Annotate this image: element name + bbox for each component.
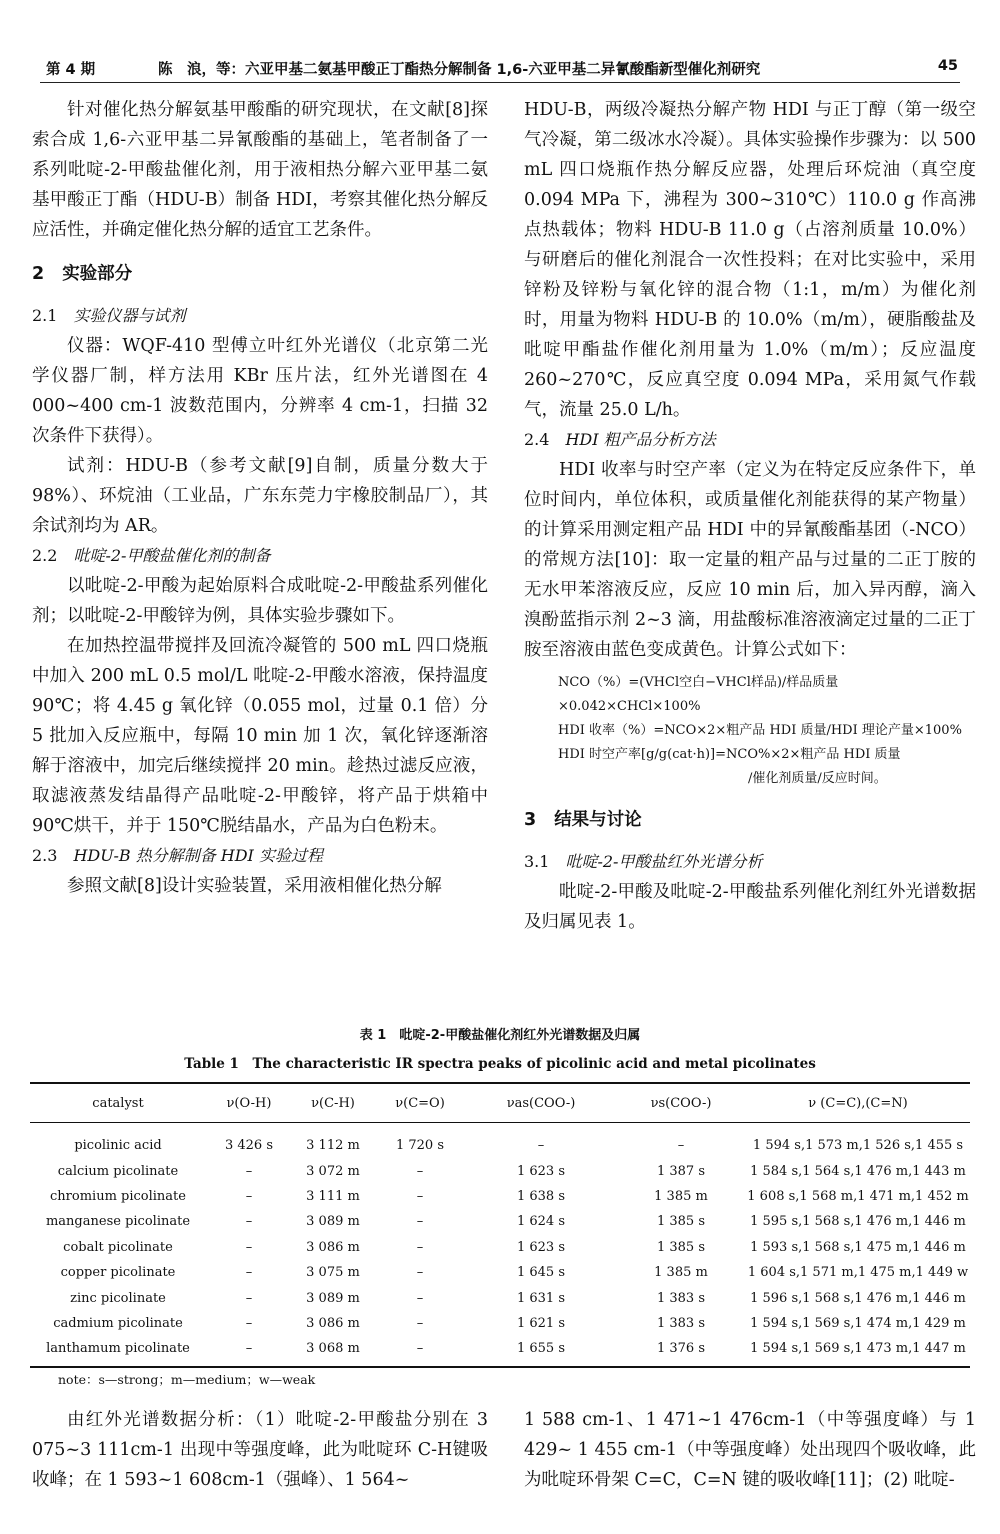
column-header: νas(COO-) xyxy=(466,1083,616,1123)
catalyst-prep-intro: 以吡啶-2-甲酸为起始原料合成吡啶-2-甲酸盐系列催化剂；以吡啶-2-甲酸锌为例，具体实验步骤如下。 xyxy=(32,576,488,626)
subsection-2-1-heading xyxy=(32,301,488,331)
ir-peak-cell: 1 621 s xyxy=(516,1315,566,1331)
ir-peak-cell: 1 594 s,1 569 s,1 473 m,1 447 m xyxy=(746,1336,970,1366)
ir-peak-cell: – xyxy=(416,1239,424,1255)
column-header: catalyst xyxy=(30,1083,206,1123)
ir-peak-cell: 1 594 s,1 569 s,1 474 m,1 429 m xyxy=(750,1315,966,1331)
subsection-2-2-heading xyxy=(32,541,488,571)
ir-peak-cell: 1 385 m xyxy=(654,1265,708,1281)
ir-peak-cell: 1 623 s xyxy=(516,1163,566,1179)
subsection-number: 2.1 xyxy=(32,306,58,325)
ir-peak-cell: 1 383 s xyxy=(656,1315,706,1331)
ir-peak-cell: 1 594 s,1 573 m,1 526 s,1 455 s xyxy=(752,1138,964,1154)
ir-peak-cell: – xyxy=(245,1239,253,1255)
ir-peak-cell: 1 638 s xyxy=(516,1188,566,1204)
section-number: 2 xyxy=(32,264,45,284)
ir-peak-cell: 3 075 m xyxy=(306,1265,360,1281)
ir-peak-cell: – xyxy=(245,1214,253,1230)
ir-peak-cell: 1 608 s,1 568 m,1 471 m,1 452 m xyxy=(747,1188,969,1204)
experiment-paragraph-start: 参照文献[8]设计实验装置，采用液相催化热分解 xyxy=(67,876,442,896)
table-caption-cn: 表 1 吡啶-2-甲酸盐催化剂红外光谱数据及归属 xyxy=(359,1028,641,1043)
formula-space-time-yield: HDI 时空产率[g/g(cat·h)]=NCO%×2×粗产品 HDI 质量 xyxy=(558,747,901,762)
running-header xyxy=(40,54,960,80)
subsection-3-1-heading xyxy=(524,847,976,877)
ir-peak-cell: 3 086 m xyxy=(306,1239,360,1255)
table-row xyxy=(30,1311,970,1336)
table-header-row xyxy=(30,1083,970,1123)
subsection-title: HDU-B 热分解制备 HDI 实验过程 xyxy=(73,846,323,865)
ir-peak-cell: 1 387 s xyxy=(656,1163,706,1179)
ir-peak-cell: – xyxy=(245,1315,253,1331)
table-row xyxy=(30,1285,970,1310)
catalyst-cell: chromium picolinate xyxy=(50,1188,186,1204)
column-header: ν(C-H) xyxy=(292,1083,374,1123)
issue-number: 第 4 期 xyxy=(46,62,96,78)
ir-peak-cell: 3 086 m xyxy=(306,1315,360,1331)
catalyst-cell: copper picolinate xyxy=(60,1265,176,1281)
ir-peak-cell: – xyxy=(245,1290,253,1306)
subsection-title: 吡啶-2-甲酸盐红外光谱分析 xyxy=(565,852,763,871)
section-2-heading xyxy=(32,259,488,289)
catalyst-cell: zinc picolinate xyxy=(70,1290,166,1306)
ir-discussion-right: 1 588 cm-1、1 471~1 476cm-1（中等强度峰）与 1 429~ 1 455 cm-1（中等强度峰）处出现四个吸收峰，此为吡啶环骨架 C=C，C=N 键的吸收峰[11]；(2) 吡啶- xyxy=(524,1410,976,1490)
right-column xyxy=(524,95,976,937)
formula-block xyxy=(558,671,976,791)
catalyst-cell: manganese picolinate xyxy=(45,1214,191,1230)
ir-peak-cell: – xyxy=(245,1163,253,1179)
subsection-title: 实验仪器与试剂 xyxy=(73,306,186,325)
ir-peak-cell: 1 385 s xyxy=(656,1239,706,1255)
ir-peak-cell: 1 631 s xyxy=(516,1290,566,1306)
running-title: 陈 浪，等：六亚甲基二氨基甲酸正丁酯热分解制备 1,6-六亚甲基二异氰酸酯新型催化剂研究 xyxy=(158,62,761,78)
subsection-2-4-heading xyxy=(524,425,976,455)
formula-nco: NCO（%）=(VHCl空白−VHCl样品)/样品质量×0.042×CHCl×100% xyxy=(558,675,839,714)
ir-peak-cell: 3 112 m xyxy=(306,1138,360,1154)
column-header: νs(COO-) xyxy=(616,1083,746,1123)
section-3-heading xyxy=(524,805,976,835)
ir-peak-cell: 3 089 m xyxy=(306,1214,360,1230)
catalyst-cell: cadmium picolinate xyxy=(53,1315,183,1331)
ir-peak-cell: 1 720 s xyxy=(395,1138,445,1154)
table-row xyxy=(30,1336,970,1366)
section-title: 结果与讨论 xyxy=(554,810,642,830)
section-title: 实验部分 xyxy=(62,264,133,284)
subsection-title: HDI 粗产品分析方法 xyxy=(565,430,716,449)
header-rule xyxy=(40,82,960,83)
table-row xyxy=(30,1260,970,1285)
ir-peak-cell: – xyxy=(245,1265,253,1281)
catalyst-cell: lanthamum picolinate xyxy=(30,1336,206,1366)
ir-peak-cell: 1 645 s xyxy=(516,1265,566,1281)
subsection-2-3-heading xyxy=(32,841,488,871)
ir-peak-cell: – xyxy=(416,1290,424,1306)
table-row xyxy=(30,1209,970,1234)
ir-peak-cell: 1 596 s,1 568 s,1 476 m,1 446 m xyxy=(750,1290,966,1306)
ir-peak-cell: – xyxy=(537,1138,545,1154)
subsection-number: 2.4 xyxy=(524,430,550,449)
section-number: 3 xyxy=(524,810,537,830)
ir-peak-cell: 1 376 s xyxy=(616,1336,746,1366)
analysis-method-paragraph: HDI 收率与时空产率（定义为在特定反应条件下，单位时间内，单位体积，或质量催化剂能获得的某产物量）的计算采用测定粗产品 HDI 中的异氰酸酯基团（-NCO）的常规方法[10]：取一定量的粗产品与过量的二正丁胺的无水甲苯溶液反应，反应 10 min 后，加入异丙醇，滴入溴酚蓝指示剂 2~3 滴，用盐酸标准溶液滴定过量的二正丁胺至溶液由蓝色变成黄色。计算公式如下： xyxy=(524,460,976,660)
ir-peak-cell: 1 385 s xyxy=(656,1214,706,1230)
column-header: ν(O-H) xyxy=(206,1083,292,1123)
table-row xyxy=(30,1158,970,1183)
ir-peak-cell: 3 068 m xyxy=(292,1336,374,1366)
ir-peak-cell: 1 385 m xyxy=(654,1188,708,1204)
ir-peak-cell: – xyxy=(206,1336,292,1366)
table-row xyxy=(30,1123,970,1159)
subsection-number: 3.1 xyxy=(524,852,550,871)
ir-peak-cell: 1 623 s xyxy=(516,1239,566,1255)
ir-peak-cell: – xyxy=(677,1138,685,1154)
ir-peak-cell: – xyxy=(416,1265,424,1281)
ir-peak-cell: – xyxy=(416,1214,424,1230)
ir-peak-cell: 1 604 s,1 571 m,1 475 m,1 449 w xyxy=(747,1265,969,1281)
table-row xyxy=(30,1235,970,1260)
catalyst-prep-procedure: 在加热控温带搅拌及回流冷凝管的 500 mL 四口烧瓶中加入 200 mL 0.5 mol/L 吡啶-2-甲酸水溶液，保持温度 90℃；将 4.45 g 氧化锌（0.055 mol，过量 0.1 倍）分 5 批加入反应瓶中，每隔 10 min 加 1 次，氧化锌逐渐溶解于溶液中，加完后继续搅拌 20 min。趁热过滤反应液，取滤液蒸发结晶得产品吡啶-2-甲酸锌，将产品于烘箱中 90℃烘干，并于 150℃脱结晶水，产品为白色粉末。 xyxy=(32,636,488,836)
column-header: ν(C=O) xyxy=(374,1083,466,1123)
ir-peak-cell: 1 593 s,1 568 s,1 475 m,1 446 m xyxy=(750,1239,966,1255)
ir-peak-cell: – xyxy=(416,1188,424,1204)
table-note: note：s—strong；m—medium；w—weak xyxy=(58,1372,316,1387)
ir-peak-cell: 3 111 m xyxy=(306,1188,360,1204)
formula-yield: HDI 收率（%）=NCO×2×粗产品 HDI 质量/HDI 理论产量×100% xyxy=(558,723,962,738)
formula-space-time-yield-cont: /催化剂质量/反应时间。 xyxy=(748,771,887,786)
page-number: 45 xyxy=(937,58,958,74)
ir-peak-cell: 3 426 s xyxy=(224,1138,274,1154)
ir-peak-cell: – xyxy=(416,1315,424,1331)
experiment-paragraph-continued: HDU-B，两级冷凝热分解产物 HDI 与正丁醇（第一级空气冷凝，第二级冰水冷凝）。具体实验操作步骤为：以 500 mL 四口烧瓶作热分解反应器，处理后环烷油（真空度 0.094 MPa 下，沸程为 300~310℃）110.0 g 作高沸点热载体；物料 HDU-B 11.0 g（占溶剂质量 10.0%）与研磨后的催化剂混合一次性投料；在对比实验中，采用锌粉及锌粉与氧化锌的混合物（1:1，m/m）为催化剂时，用量为物料 HDU-B 的 10.0%（m/m），硬脂酸盐及吡啶甲酯盐作催化剂用量为 1.0%（m/m）；反应温度 260~270℃，反应真空度 0.094 MPa，采用氮气作载气，流量 25.0 L/h。 xyxy=(524,100,976,420)
instrument-paragraph: 仪器：WQF-410 型傅立叶红外光谱仪（北京第二光学仪器厂制，样方法用 KBr 压片法，红外光谱图在 4 000~400 cm-1 波数范围内，分辨率 4 cm-1，扫描 32 次条件下获得）。 xyxy=(32,336,488,446)
subsection-title: 吡啶-2-甲酸盐催化剂的制备 xyxy=(73,546,271,565)
ir-peak-cell: 1 383 s xyxy=(656,1290,706,1306)
ir-peak-cell: 1 595 s,1 568 s,1 476 m,1 446 m xyxy=(750,1214,966,1230)
table-row xyxy=(30,1184,970,1209)
column-header: ν (C=C),(C=N) xyxy=(746,1083,970,1123)
ir-spectra-table xyxy=(30,1082,970,1368)
ir-peak-cell: – xyxy=(416,1163,424,1179)
left-column xyxy=(32,95,488,901)
intro-paragraph: 针对催化热分解氨基甲酸酯的研究现状，在文献[8]探索合成 1,6-六亚甲基二异氰酸酯的基础上，笔者制备了一系列吡啶-2-甲酸盐催化剂，用于液相热分解六亚甲基二氨基甲酸正丁酯（HDU-B）制备 HDI，考察其催化热分解反应活性，并确定催化热分解的适宜工艺条件。 xyxy=(32,100,488,240)
ir-peak-cell: 3 089 m xyxy=(306,1290,360,1306)
ir-analysis-paragraph: 吡啶-2-甲酸及吡啶-2-甲酸盐系列催化剂红外光谱数据及归属见表 1。 xyxy=(524,882,976,932)
table-caption-en: Table 1 The characteristic IR spectra peaks of picolinic acid and metal picolinates xyxy=(184,1056,816,1072)
catalyst-cell: cobalt picolinate xyxy=(63,1239,173,1255)
ir-peak-cell: – xyxy=(374,1336,466,1366)
catalyst-cell: calcium picolinate xyxy=(57,1163,179,1179)
ir-peak-cell: – xyxy=(245,1188,253,1204)
subsection-number: 2.3 xyxy=(32,846,58,865)
ir-peak-cell: 1 584 s,1 564 s,1 476 m,1 443 m xyxy=(750,1163,966,1179)
subsection-number: 2.2 xyxy=(32,546,58,565)
reagent-paragraph: 试剂：HDU-B（参考文献[9]自制，质量分数大于 98%）、环烷油（工业品，广东东莞力宇橡胶制品厂），其余试剂均为 AR。 xyxy=(32,456,488,536)
catalyst-cell: picolinic acid xyxy=(74,1138,162,1154)
ir-discussion-left: 由红外光谱数据分析：（1）吡啶-2-甲酸盐分别在 3 075~3 111cm-1 出现中等强度峰，此为吡啶环 C-H键吸收峰；在 1 593~1 608cm-1（强峰）、1 564~ xyxy=(32,1410,488,1490)
ir-peak-cell: 1 655 s xyxy=(466,1336,616,1366)
ir-peak-cell: 1 624 s xyxy=(516,1214,566,1230)
ir-peak-cell: 3 072 m xyxy=(306,1163,360,1179)
